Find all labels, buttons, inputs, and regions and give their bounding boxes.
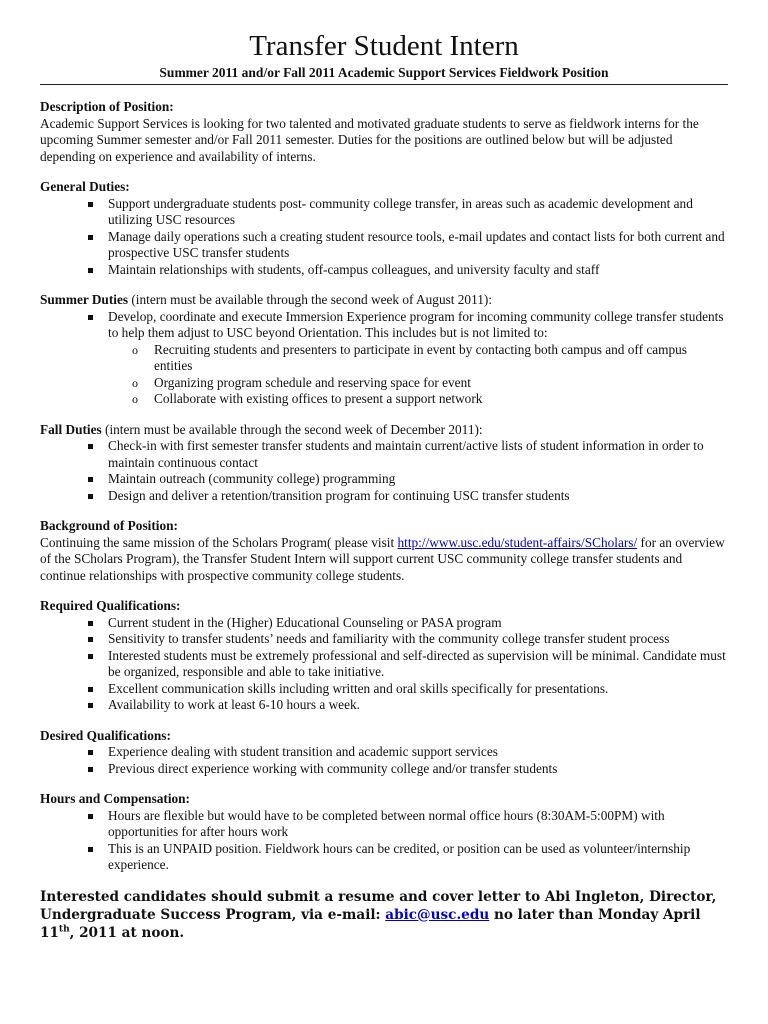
- document-page: [0, 30, 768, 1024]
- general-duties-heading: General Duties:: [40, 179, 130, 194]
- desired-qualifications-section: [40, 728, 728, 778]
- description-heading: Description of Position:: [40, 99, 174, 114]
- scholars-program-link[interactable]: http://www.usc.edu/student-affairs/SCholars/: [397, 534, 638, 550]
- summer-duties-list: [40, 309, 728, 408]
- list-item: Previous direct experience working with community college and/or transfer students: [108, 761, 728, 778]
- email-link[interactable]: abic@usc.edu: [385, 906, 490, 923]
- required-qualifications-section: [40, 598, 728, 714]
- fall-duties-heading: [40, 422, 728, 439]
- closing-statement: [40, 888, 728, 942]
- list-item: Manage daily operations such a creating student resource tools, e-mail updates and contact lists for both current and prospective USC transfer students: [108, 229, 728, 262]
- list-item: [108, 309, 728, 408]
- list-item: Design and deliver a retention/transition program for continuing USC transfer students: [108, 488, 728, 505]
- list-item: Sensitivity to transfer students’ needs and familiarity with the community college transfer student process: [108, 631, 728, 648]
- sub-list-item: o Recruiting students and presenters to participate in event by contacting both campus and off campus entities: [154, 342, 728, 375]
- description-body: Academic Support Services is looking for two talented and motivated graduate students to serve as fieldwork interns for the upcoming Summer semester and/or Fall 2011 semester. Duties for the positions are outlined below but will be adjusted depending on experience and availability of interns.: [40, 115, 699, 164]
- hours-compensation-list: [40, 808, 728, 874]
- list-item: Hours are flexible but would have to be completed between normal office hours (8:30AM-5:00PM) with opportunities for after hours work: [108, 808, 728, 841]
- title-rule: [40, 84, 728, 85]
- list-item: Excellent communication skills including written and oral skills specifically for presentations.: [108, 681, 728, 698]
- list-item: Maintain relationships with students, off-campus colleagues, and university faculty and staff: [108, 262, 728, 279]
- list-item: Interested students must be extremely professional and self-directed as supervision will be minimal. Candidate must be organized, responsible and able to take initiative.: [108, 648, 728, 681]
- general-duties-section: [40, 179, 728, 278]
- background-heading: Background of Position:: [40, 518, 178, 533]
- list-item: Experience dealing with student transition and academic support services: [108, 744, 728, 761]
- summer-duties-heading: [40, 292, 728, 309]
- sub-list-item: o Collaborate with existing offices to present a support network: [154, 391, 728, 408]
- desired-qualifications-list: [40, 744, 728, 777]
- hours-compensation-heading: Hours and Compensation:: [40, 791, 190, 806]
- list-item: Support undergraduate students post- community college transfer, in areas such as academic development and utilizing USC resources: [108, 196, 728, 229]
- sub-list-item: o Organizing program schedule and reserving space for event: [154, 375, 728, 392]
- background-body: [40, 535, 728, 585]
- closing-text-after: , 2011 at noon.: [69, 924, 185, 941]
- fall-duties-list: [40, 438, 728, 504]
- hours-compensation-section: [40, 791, 728, 874]
- closing-text-before: Interested candidates should submit a resume and cover letter to Abi Ingleton, Director, Undergraduate Success Program, via e-mail:: [40, 888, 717, 923]
- background-section: [40, 518, 728, 584]
- summer-duty-text: Develop, coordinate and execute Immersion Experience program for incoming community college transfer students to help them adjust to USC beyond Orientation. This includes but is not limited to:: [108, 308, 724, 340]
- fall-duties-section: [40, 422, 728, 505]
- desired-qualifications-heading: Desired Qualifications:: [40, 727, 171, 743]
- list-item: Current student in the (Higher) Educational Counseling or PASA program: [108, 615, 728, 632]
- page-title: Transfer Student Intern: [249, 30, 519, 62]
- summer-duties-section: [40, 292, 728, 408]
- page-subtitle: Summer 2011 and/or Fall 2011 Academic Support Services Fieldwork Position: [159, 65, 609, 80]
- summer-duties-title: Summer Duties: [40, 292, 129, 307]
- list-item: Availability to work at least 6-10 hours a week.: [108, 697, 728, 714]
- required-qualifications-heading: Required Qualifications:: [40, 598, 181, 613]
- ordinal-suffix: th: [58, 923, 70, 934]
- closing-text-mid: no later than Monday April 11: [40, 906, 701, 941]
- background-text-before: Continuing the same mission of the Scholars Program( please visit: [40, 534, 398, 550]
- list-item: This is an UNPAID position. Fieldwork hours can be credited, or position can be used as volunteer/internship experience.: [108, 841, 728, 874]
- description-section: [40, 99, 728, 165]
- fall-duties-note: (intern must be available through the second week of December 2011):: [101, 421, 483, 437]
- general-duties-list: [40, 196, 728, 279]
- list-item: Maintain outreach (community college) programming: [108, 471, 728, 488]
- summer-duties-note: (intern must be available through the second week of August 2011):: [128, 292, 493, 307]
- list-item: Check-in with first semester transfer students and maintain current/active lists of student information in order to maintain continuous contact: [108, 438, 728, 471]
- background-text-after: for an overview of the SCholars Program), the Transfer Student Intern will support current USC community college transfer students and continue relationships with prospective community college students.: [40, 534, 725, 583]
- summer-subitems-list: [108, 342, 728, 408]
- fall-duties-title: Fall Duties: [40, 421, 102, 437]
- required-qualifications-list: [40, 615, 728, 714]
